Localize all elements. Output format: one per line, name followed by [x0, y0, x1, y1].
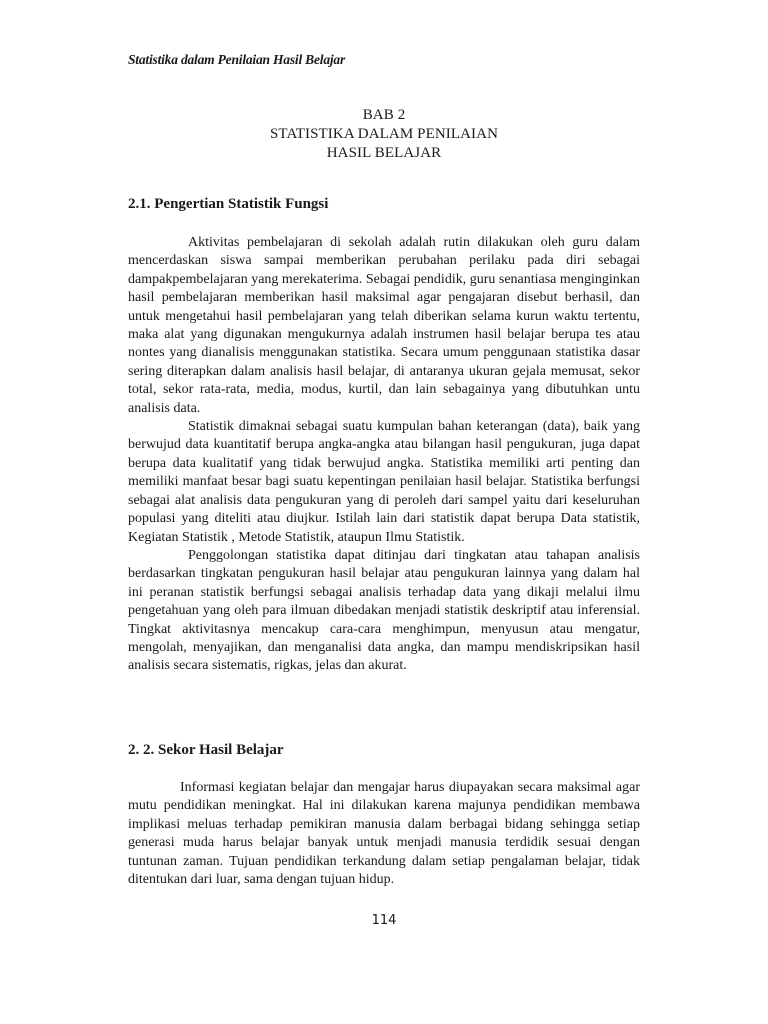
running-head: Statistika dalam Penilaian Hasil Belajar — [128, 52, 346, 67]
chapter-title-line-2: HASIL BELAJAR — [326, 145, 442, 161]
section-heading-2-2: 2. 2. Sekor Hasil Belajar — [128, 742, 284, 758]
page-number: 114 — [371, 913, 397, 928]
paragraph: Statistik dimaknai sebagai suatu kumpulan bahan keterangan (data), baik yang berwujud data kuantitatif berupa angka-angka atau bilangan hasil pengukuran, juga dapat berupa data kualitatif yang tidak berwujud angka. Statistika memiliki arti penting dan memiliki manfaat besar bagi suatu kepentingan penilaian hasil belajar. Statistika berfungsi sebagai alat analisis data pengukuran yang di peroleh dari sampel yaitu dari keseluruhan populasi yang diteliti atau diujkur. Istilah lain dari statistik dapat berupa Data statistik, Kegiatan Statistik , Metode Statistik, ataupun Ilmu Statistik. — [128, 419, 640, 545]
paragraph: Informasi kegiatan belajar dan mengajar harus diupayakan secara maksimal agar mutu pendidikan meningkat. Hal ini dilakukan karena majunya pendidikan membawa implikasi meluas terhadap pemikiran manusia dalam berbagai bidang sehingga setiap generasi muda harus belajar banyak untuk menjadi manusia terdidik sesuai dengan tuntunan zaman. Tujuan pendidikan terkandung dalam setiap pengalaman belajar, tidak ditentukan dari luar, sama dengan tujuan hidup. — [128, 780, 640, 888]
chapter-label: BAB 2 — [362, 107, 406, 123]
section-body-2-2 — [128, 779, 640, 889]
section-heading-2-1: 2.1. Pengertian Statistik Fungsi — [128, 196, 329, 212]
paragraph: Aktivitas pembelajaran di sekolah adalah rutin dilakukan oleh guru dalam mencerdaskan siswa sampai memberikan perubahan perilaku pada diri sebagai dampakpembelajaran yang merekaterima. Sebagai pendidik, guru senantiasa menginginkan hasil pembelajaran memberikan hasil maksimal agar pengajaran disebut berhasil, dan untuk mengetahui hasil pembelajaran yang telah diberikan selama kurun waktu tertentu, maka alat yang digunakan mengukurnya adalah instrumen hasil belajar berupa tes atau nontes yang dianalisis menggunakan statistika. Secara umum penggunaan statistika dasar sering diterapkan dalam analisis hasil belajar, di antaranya ukuran gejala memusat, sekor total, sekor rata-rata, media, modus, kurtil, dan lain sebagainya yang dibutuhkan untu analisis data. — [128, 235, 640, 416]
chapter-title-line-1: STATISTIKA DALAM PENILAIAN — [269, 126, 499, 142]
paragraph: Penggolongan statistika dapat ditinjau dari tingkatan atau tahapan analisis berdasarkan tingkatan pengukuran hasil belajar atau pengukuran lainnya yang dalam hal ini peranan statistik berfungsi sebagai analisis terhadap data yang dikaji melalui ilmu pengetahuan yang oleh para ilmuan dibedakan menjadi statistik deskriptif atau inferensial. Tingkat aktivitasnya mencakup cara-cara menghimpun, menyusun atau mengatur, mengolah, menyajikan, dan menganalisi data angka, dan mampu mendiskripsikan hasil analisis secara sistematis, rigkas, jelas dan akurat. — [128, 547, 640, 674]
section-body-2-1 — [128, 234, 640, 676]
